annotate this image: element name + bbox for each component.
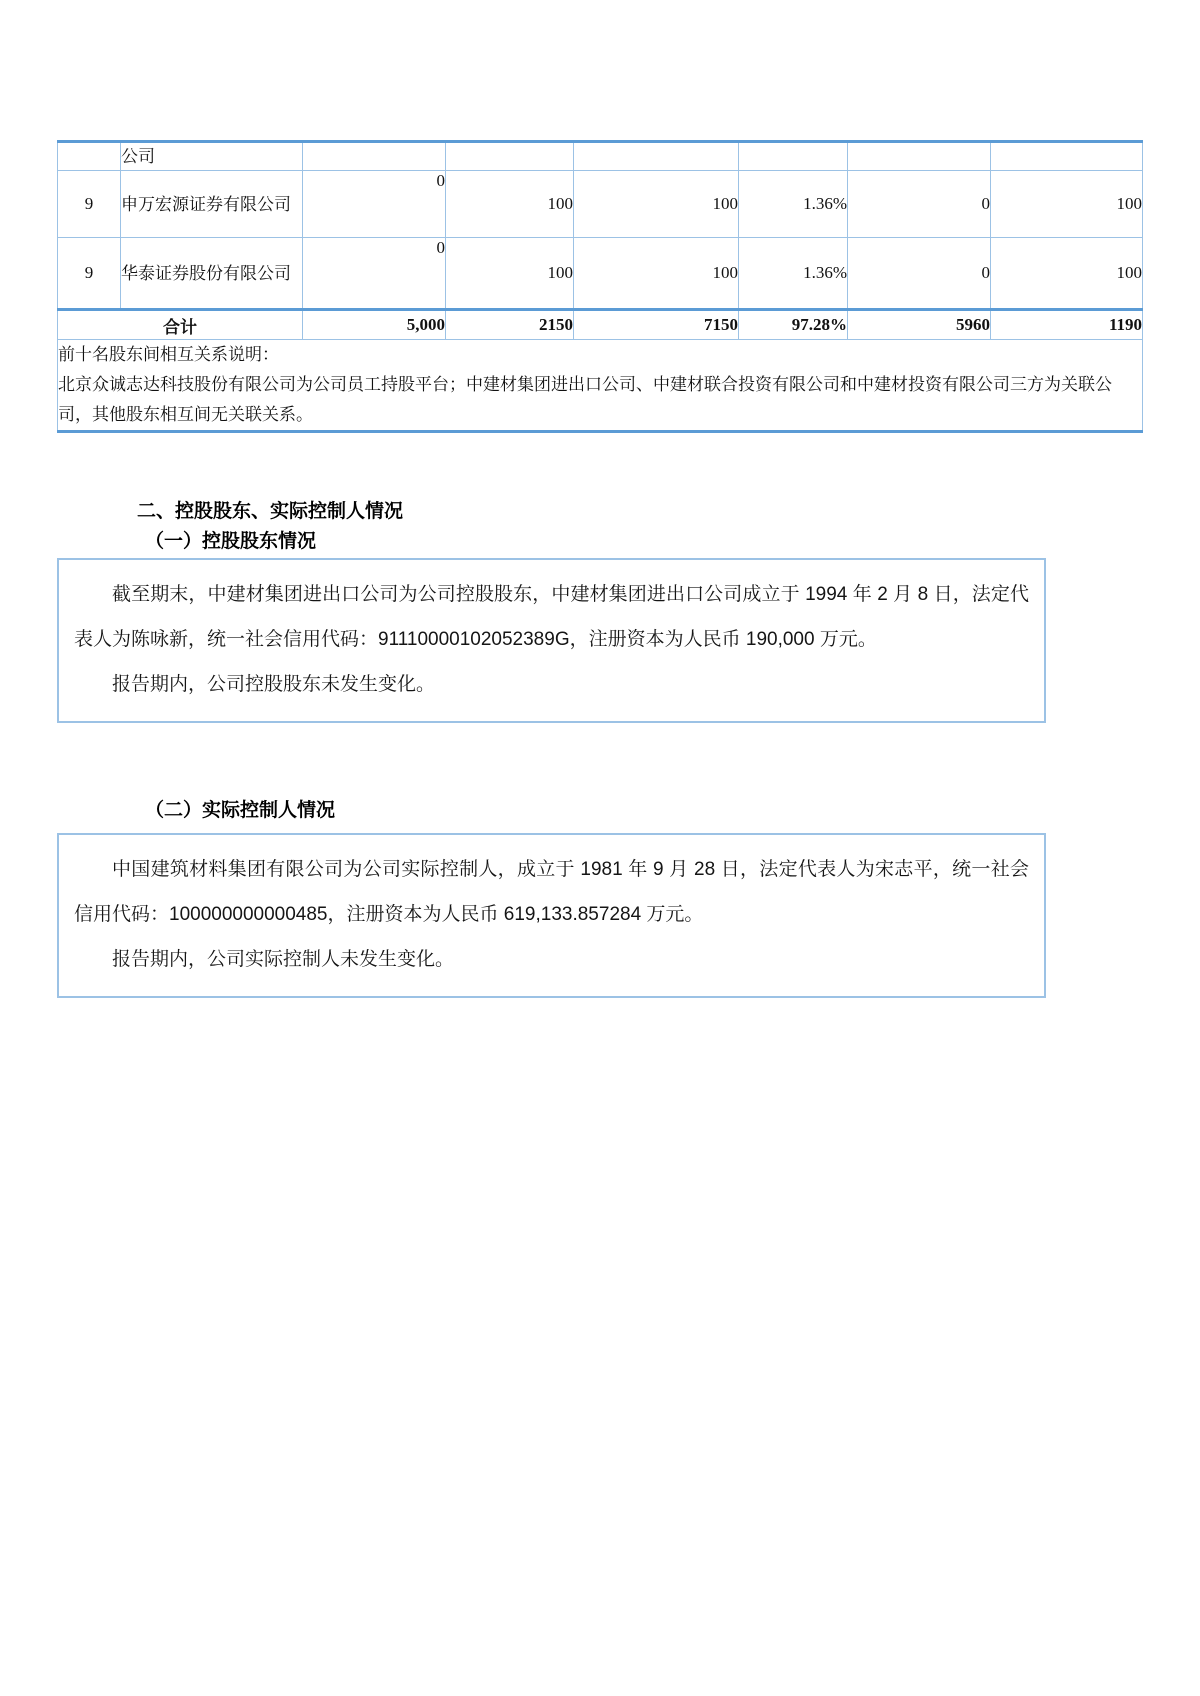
seq-cell: 9 <box>58 238 121 310</box>
ratio-cell: 1.36% <box>739 238 848 310</box>
value-cell <box>446 142 574 171</box>
total-row <box>58 310 1143 340</box>
total-label-cell: 合计 <box>58 310 303 340</box>
seq-cell <box>58 142 121 171</box>
shareholder-name-cell: 公司 <box>121 142 303 171</box>
value-cell: 0 <box>303 171 446 238</box>
notes-body: 北京众诚志达科技股份有限公司为公司员工持股平台；中建材集团进出口公司、中建材联合投资有限公司和中建材投资有限公司三方为关联公司，其他股东相互间无关联关系。 <box>58 375 1112 424</box>
total-ratio-cell: 97.28% <box>739 310 848 340</box>
value-cell: 100 <box>446 238 574 310</box>
actual-controller-para1: 中国建筑材料集团有限公司为公司实际控制人，成立于 1981 年 9 月 28 日，法定代表人为宋志平，统一社会信用代码：100000000000485，注册资本为人民币 619,133.857284 万元。 <box>74 859 1029 925</box>
total-value-cell: 5960 <box>848 310 991 340</box>
section-heading-sub1: （一）控股股东情况 <box>145 531 317 552</box>
total-value-cell: 7150 <box>574 310 739 340</box>
value-cell <box>303 142 446 171</box>
notes-row <box>58 340 1143 432</box>
actual-controller-para2: 报告期内，公司实际控制人未发生变化。 <box>112 949 455 970</box>
value-cell: 100 <box>446 171 574 238</box>
section-heading-main: 二、控股股东、实际控制人情况 <box>137 501 404 522</box>
value-cell: 100 <box>574 171 739 238</box>
table-row <box>58 171 1143 238</box>
table-row <box>58 238 1143 310</box>
ratio-cell: 1.36% <box>739 171 848 238</box>
table-row <box>58 142 1143 171</box>
seq-cell: 9 <box>58 171 121 238</box>
value-cell: 100 <box>991 238 1143 310</box>
value-cell <box>991 142 1143 171</box>
actual-controller-box <box>57 833 1046 998</box>
controlling-shareholder-box <box>57 558 1046 723</box>
notes-title: 前十名股东间相互关系说明： <box>58 345 279 364</box>
value-cell <box>574 142 739 171</box>
value-cell: 0 <box>848 238 991 310</box>
shareholder-name-cell: 申万宏源证券有限公司 <box>121 171 303 238</box>
total-value-cell: 1190 <box>991 310 1143 340</box>
section-heading-sub2: （二）实际控制人情况 <box>145 800 336 821</box>
shareholder-table <box>57 140 1143 433</box>
value-cell: 100 <box>574 238 739 310</box>
shareholder-name-cell: 华泰证券股份有限公司 <box>121 238 303 310</box>
total-value-cell: 2150 <box>446 310 574 340</box>
value-cell: 0 <box>848 171 991 238</box>
ratio-cell <box>739 142 848 171</box>
value-cell <box>848 142 991 171</box>
value-cell: 100 <box>991 171 1143 238</box>
value-cell: 0 <box>303 238 446 310</box>
total-value-cell: 5,000 <box>303 310 446 340</box>
shareholder-table-wrap <box>57 140 1142 433</box>
controlling-shareholder-para1: 截至期末，中建材集团进出口公司为公司控股股东，中建材集团进出口公司成立于 1994 年 2 月 8 日，法定代表人为陈咏新，统一社会信用代码：91110000102052389G，注册资本为人民币 190,000 万元。 <box>74 584 1029 650</box>
controlling-shareholder-para2: 报告期内，公司控股股东未发生变化。 <box>112 674 436 695</box>
relationship-notes-cell <box>58 340 1143 432</box>
